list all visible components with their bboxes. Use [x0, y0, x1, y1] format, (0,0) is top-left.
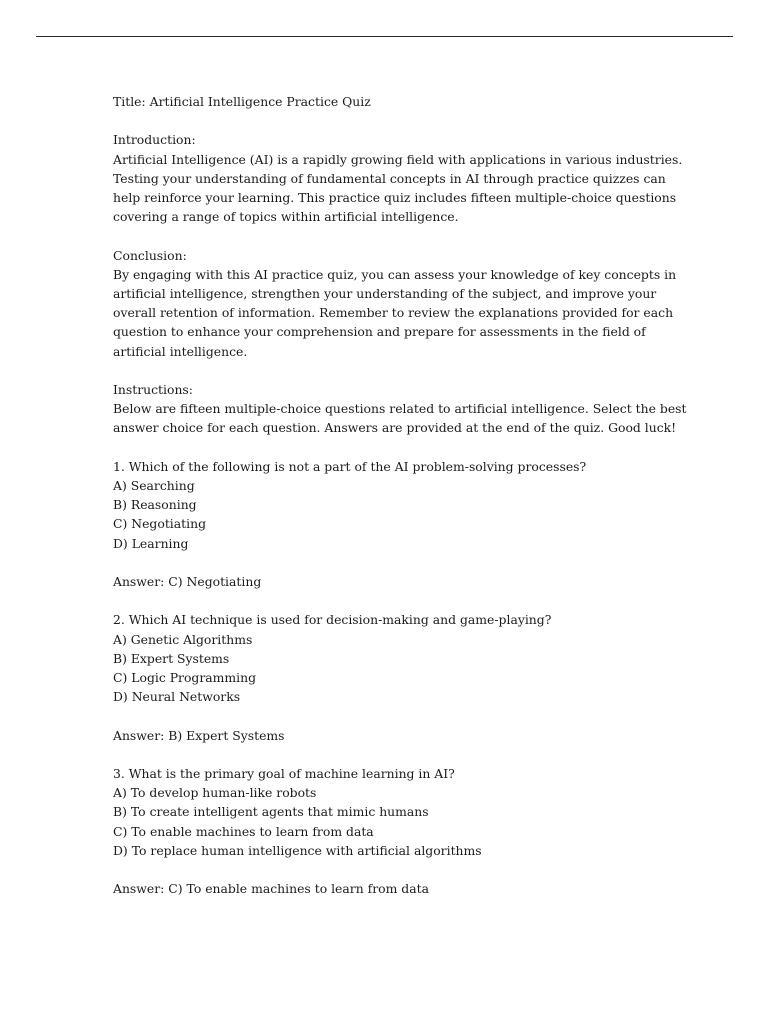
answer-option: C) To enable machines to learn from data	[113, 823, 374, 839]
correct-answer: Answer: C) Negotiating	[113, 574, 262, 589]
question-text: 1. Which of the following is not a part of the AI problem-solving processes?	[113, 458, 587, 474]
answer-option: B) Expert Systems	[113, 650, 230, 666]
introduction-line: Artificial Intelligence (AI) is a rapidly growing field with applications in various industries.	[113, 151, 683, 167]
introduction-line: help reinforce your learning. This practice quiz includes fifteen multiple-choice questions	[113, 190, 677, 205]
question-block	[113, 764, 673, 860]
question-block	[113, 457, 673, 553]
top-divider	[36, 36, 733, 37]
introduction-line: Testing your understanding of fundamental concepts in AI through practice quizzes can	[113, 170, 666, 186]
instructions-line: Below are fifteen multiple-choice questions related to artificial intelligence. Select the best	[113, 401, 687, 417]
instructions-heading: Instructions:	[113, 382, 193, 397]
introduction-line: covering a range of topics within artificial intelligence.	[113, 209, 459, 225]
instructions-section	[113, 380, 687, 438]
correct-answer: Answer: C) To enable machines to learn from data	[113, 881, 429, 897]
answer-option: B) To create intelligent agents that mimic humans	[113, 804, 429, 820]
answer-block	[113, 572, 673, 591]
answer-option: A) To develop human-like robots	[113, 785, 317, 801]
title-block	[113, 92, 673, 111]
introduction-heading: Introduction:	[113, 132, 196, 148]
question-block	[113, 610, 673, 706]
answer-option: C) Logic Programming	[113, 670, 257, 685]
answer-option: A) Genetic Algorithms	[113, 631, 253, 647]
answer-option: C) Negotiating	[113, 516, 207, 532]
conclusion-line: By engaging with this AI practice quiz, you can assess your knowledge of key concepts in	[113, 266, 677, 282]
conclusion-line: artificial intelligence, strengthen your understanding of the subject, and improve your	[113, 286, 657, 301]
question-text: 2. Which AI technique is used for decision-making and game-playing?	[113, 612, 552, 628]
document-title: Title: Artificial Intelligence Practice Quiz	[113, 94, 371, 109]
introduction-section	[113, 130, 683, 226]
answer-option: D) Neural Networks	[113, 689, 241, 705]
conclusion-line: question to enhance your comprehension and prepare for assessments in the field of	[113, 324, 646, 340]
conclusion-line: overall retention of information. Remember to review the explanations provided for each	[113, 305, 674, 321]
conclusion-section	[113, 246, 677, 361]
question-text: 3. What is the primary goal of machine learning in AI?	[113, 765, 455, 781]
answer-option: D) Learning	[113, 535, 189, 551]
answer-option: B) Reasoning	[113, 497, 197, 513]
answer-block	[113, 879, 673, 898]
answer-block	[113, 726, 673, 745]
document-body	[113, 92, 687, 898]
instructions-line: answer choice for each question. Answers are provided at the end of the quiz. Good luck!	[113, 420, 677, 436]
answer-option: A) Searching	[113, 478, 195, 493]
conclusion-heading: Conclusion:	[113, 247, 187, 263]
answer-option: D) To replace human intelligence with artificial algorithms	[113, 842, 482, 858]
correct-answer: Answer: B) Expert Systems	[113, 727, 285, 743]
conclusion-line: artificial intelligence.	[113, 343, 248, 359]
